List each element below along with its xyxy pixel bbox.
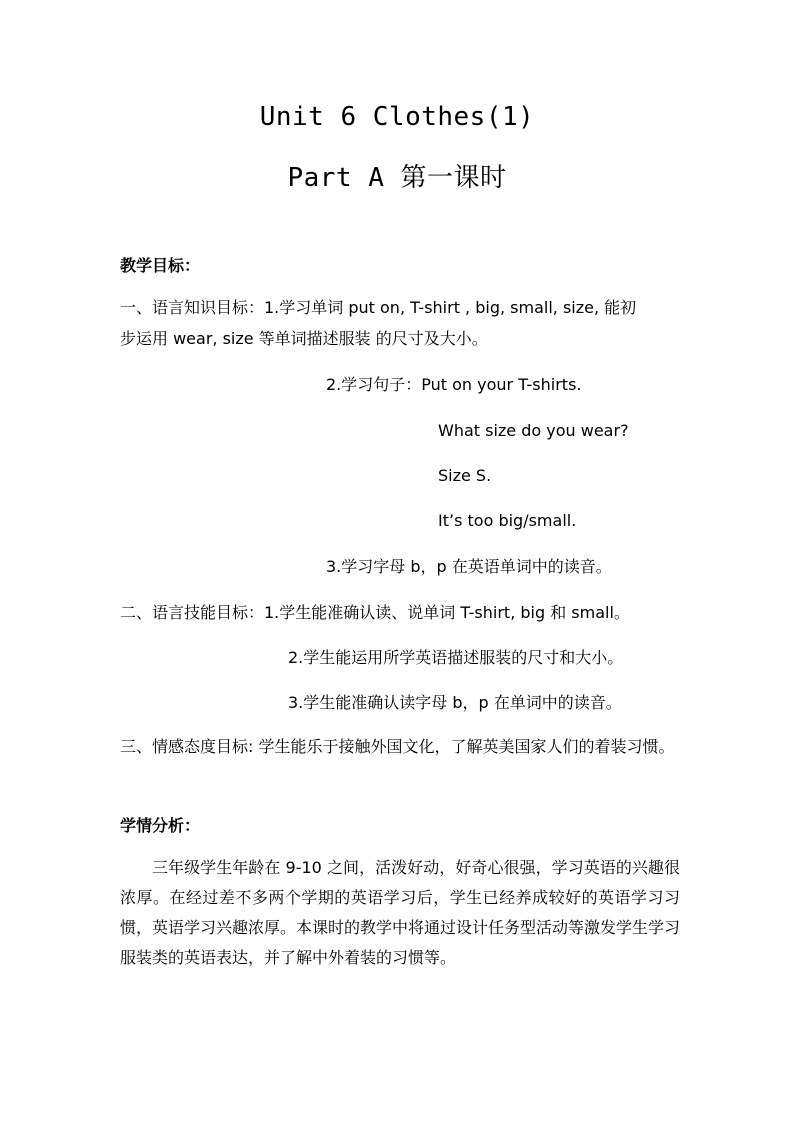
goal1-line2: 步运用 wear, size 等单词描述服装 的尺寸及大小。 <box>120 329 488 348</box>
goal1-line1: 一、语言知识目标：1.学习单词 put on, T-shirt , big, small, size, 能初 <box>120 298 637 317</box>
goal2-sub3: 3.学生能准确认读字母 b，p 在单词中的读音。 <box>288 693 622 712</box>
goal3-paragraph: 三、情感态度目标: 学生能乐于接触外国文化，了解英美国家人们的着装习惯。 <box>120 737 675 756</box>
goal1-sub3: 3.学习字母 b，p 在英语单词中的读音。 <box>326 557 612 576</box>
goal1-sentence4: It’s too big/small. <box>438 511 577 530</box>
section-heading-analysis: 学情分析： <box>120 816 201 835</box>
goal2-sub2: 2.学生能运用所学英语描述服装的尺寸和大小。 <box>288 648 624 667</box>
goal2-line1: 二、语言技能目标：1.学生能准确认读、说单词 T-shirt, big 和 small。 <box>120 603 630 622</box>
goal1-sentence2: What size do you wear? <box>438 421 629 440</box>
analysis-paragraph: 三年级学生年龄在 9-10 之间，活泼好动，好奇心很强，学习英语的兴趣很浓厚。在经过差不多两个学期的英语学习后，学生已经养成较好的英语学习习惯，英语学习兴趣浓厚。本课时的教学中将通过设计任务型活动等激发学生学习服装类的英语表达，并了解中外着装的习惯等。 <box>120 858 681 967</box>
document-title: Unit 6 Clothes(1) <box>259 102 535 132</box>
goal1-sentence3: Size S. <box>438 466 492 485</box>
section-heading-goals: 教学目标： <box>120 256 201 275</box>
document-subtitle: Part A 第一课时 <box>287 163 507 193</box>
goal1-sub2: 2.学习句子：Put on your T-shirts. <box>326 375 582 394</box>
